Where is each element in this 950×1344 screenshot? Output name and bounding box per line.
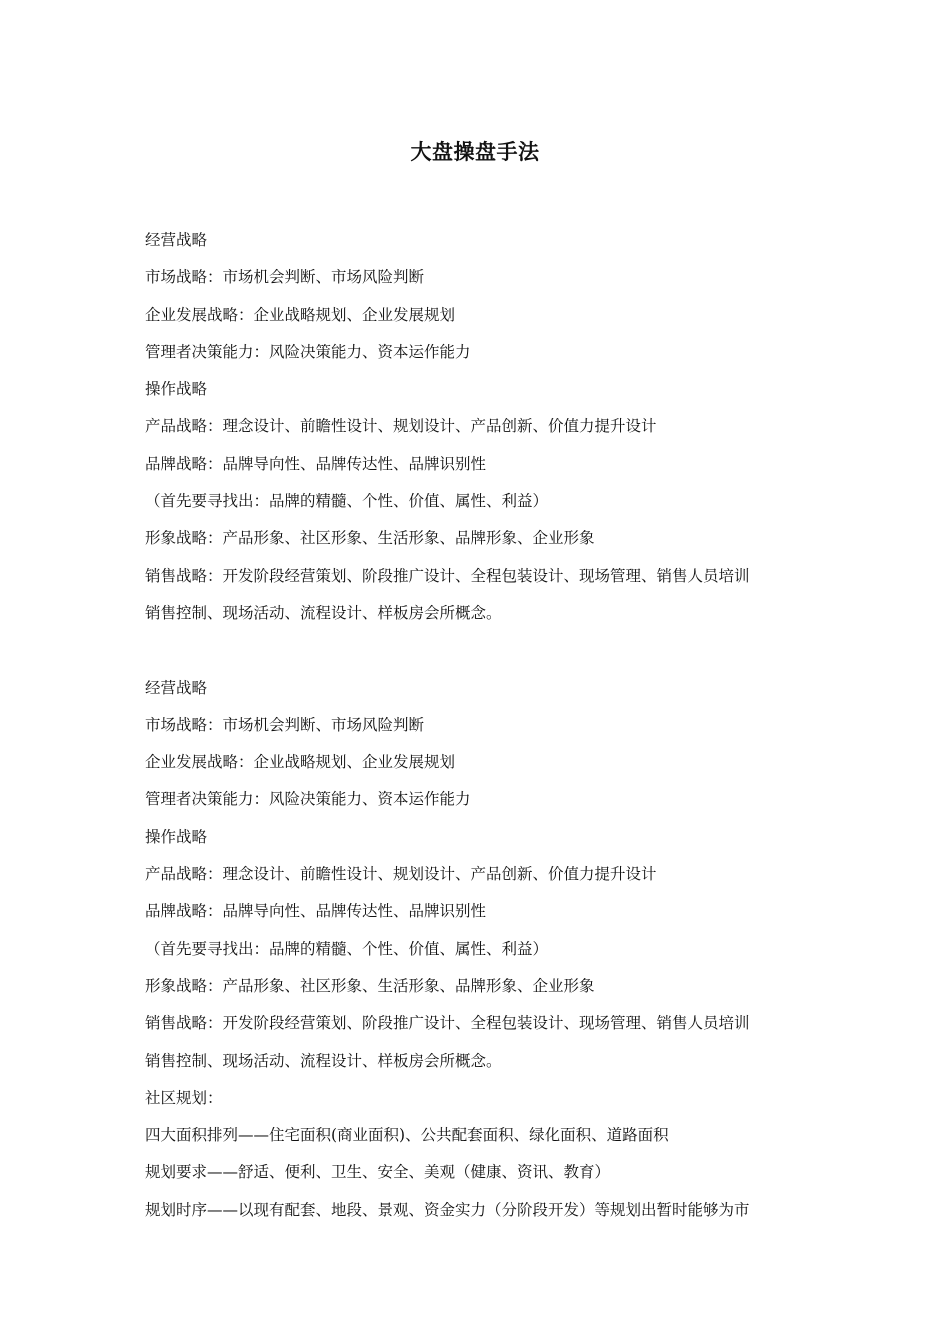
text-line: 形象战略：产品形象、社区形象、生活形象、品牌形象、企业形象 [145,976,595,995]
text-line: 品牌战略：品牌导向性、品牌传达性、品牌识别性 [145,902,487,921]
text-line: 销售战略：开发阶段经营策划、阶段推广设计、全程包装设计、现场管理、销售人员培训 [145,566,750,585]
text-line: 市场战略：市场机会判断、市场风险判断 [145,268,425,287]
text-line: 形象战略：产品形象、社区形象、生活形象、品牌形象、企业形象 [145,529,595,548]
text-line: 市场战略：市场机会判断、市场风险判断 [145,715,425,734]
text-line: 企业发展战略：企业战略规划、企业发展规划 [145,753,456,772]
text-line: 品牌战略：品牌导向性、品牌传达性、品牌识别性 [145,454,487,473]
paragraph-spacer [145,632,825,669]
text-line: （首先要寻找出：品牌的精髓、个性、价值、属性、利益） [145,939,549,958]
text-line: 销售战略：开发阶段经营策划、阶段推广设计、全程包装设计、现场管理、销售人员培训 [145,1014,750,1033]
text-line: 操作战略 [145,380,208,399]
text-line: 管理者决策能力：风险决策能力、资本运作能力 [145,790,471,809]
text-line: 规划要求——舒适、便利、卫生、安全、美观（健康、资讯、教育） [145,1163,611,1182]
text-line: 四大面积排列——住宅面积(商业面积)、公共配套面积、绿化面积、道路面积 [145,1126,669,1145]
text-line: 经营战略 [145,231,208,249]
text-line: 产品战略：理念设计、前瞻性设计、规划设计、产品创新、价值力提升设计 [145,865,657,884]
text-line: 操作战略 [145,827,208,846]
section-1 [145,222,825,632]
text-line: 产品战略：理念设计、前瞻性设计、规划设计、产品创新、价值力提升设计 [145,417,657,436]
text-line: 规划时序——以现有配套、地段、景观、资金实力（分阶段开发）等规划出暂时能够为市 [145,1200,750,1219]
text-line: 企业发展战略：企业战略规划、企业发展规划 [145,305,456,324]
text-line: （首先要寻找出：品牌的精髓、个性、价值、属性、利益） [145,492,549,511]
text-line: 社区规划： [145,1088,223,1107]
document-body [145,222,825,1229]
document-title: 大盘操盘手法 [410,139,540,164]
text-line: 销售控制、现场活动、流程设计、样板房会所概念。 [145,1051,502,1070]
section-2 [145,670,825,1229]
text-line: 经营战略 [145,678,208,697]
text-line: 管理者决策能力：风险决策能力、资本运作能力 [145,342,471,361]
text-line: 销售控制、现场活动、流程设计、样板房会所概念。 [145,603,502,622]
